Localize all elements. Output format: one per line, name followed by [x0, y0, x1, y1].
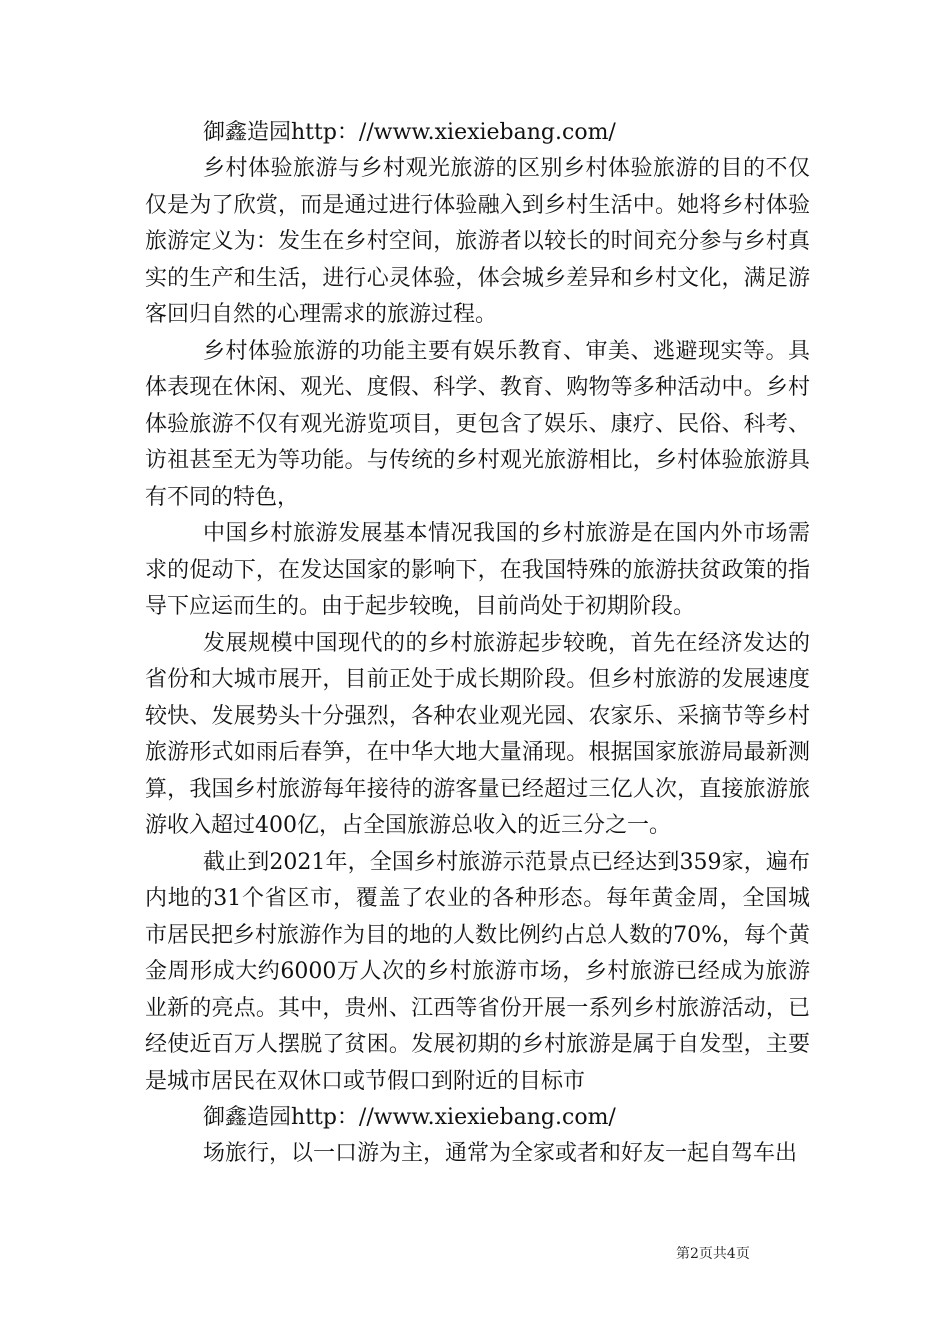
paragraph-continuation: 场旅行，以一口游为主，通常为全家或者和好友一起自驾车出 [203, 1141, 798, 1166]
paragraph-statistics-2021: 截止到2021年，全国乡村旅游示范景点已经达到359家，遍布内地的31个省区市，覆盖了农业的各种形态。每年黄金周，全国城市居民把乡村旅游作为目的地的人数比例约占总人数的70%，每个黄金周形成大约6000万人次的乡村旅游市场，乡村旅游已经成为旅游业新的亮点。其中，贵州、江西等省份开展一系列乡村旅游活动，已经使近百万人摆脱了贫困。发展初期的乡村旅游是属于自发型，主要是城市居民在双休口或节假口到附近的目标市 [145, 849, 810, 1094]
paragraph-china-rural-tourism-overview: 中国乡村旅游发展基本情况我国的乡村旅游是在国内外市场需求的促动下，在发达国家的影响下，在我国特殊的旅游扶贫政策的指导下应运而生的。由于起步较晚，目前尚处于初期阶段。 [145, 521, 810, 619]
document-body [145, 115, 810, 1173]
page-number-footer: 第2页共4页 [676, 1246, 750, 1262]
header-watermark-top: 御鑫造园http：//www.xiexiebang.com/ [203, 120, 616, 145]
header-watermark-mid: 御鑫造园http：//www.xiexiebang.com/ [203, 1105, 616, 1130]
paragraph-experience-tourism-functions: 乡村体验旅游的功能主要有娱乐教育、审美、逃避现实等。具体表现在休闲、观光、度假、科学、教育、购物等多种活动中。乡村体验旅游不仅有观光游览项目，更包含了娱乐、康疗、民俗、科考、访祖甚至无为等功能。与传统的乡村观光旅游相比，乡村体验旅游具有不同的特色， [145, 338, 810, 510]
paragraph-experience-tourism-definition: 乡村体验旅游与乡村观光旅游的区别乡村体验旅游的目的不仅仅是为了欣赏，而是通过进行体验融入到乡村生活中。她将乡村体验旅游定义为：发生在乡村空间，旅游者以较长的时间充分参与乡村真实的生产和生活，进行心灵体验，体会城乡差异和乡村文化，满足游客回归自然的心理需求的旅游过程。 [145, 156, 810, 327]
paragraph-development-scale: 发展规模中国现代的的乡村旅游起步较晚，首先在经济发达的省份和大城市展开，目前正处于成长期阶段。但乡村旅游的发展速度较快、发展势头十分强烈，各种农业观光园、农家乐、采摘节等乡村旅游形式如雨后春笋，在中华大地大量涌现。根据国家旅游局最新测算，我国乡村旅游每年接待的游客量已经超过三亿人次，直接旅游旅游收入超过400亿，占全国旅游总收入的近三分之一。 [145, 630, 810, 838]
